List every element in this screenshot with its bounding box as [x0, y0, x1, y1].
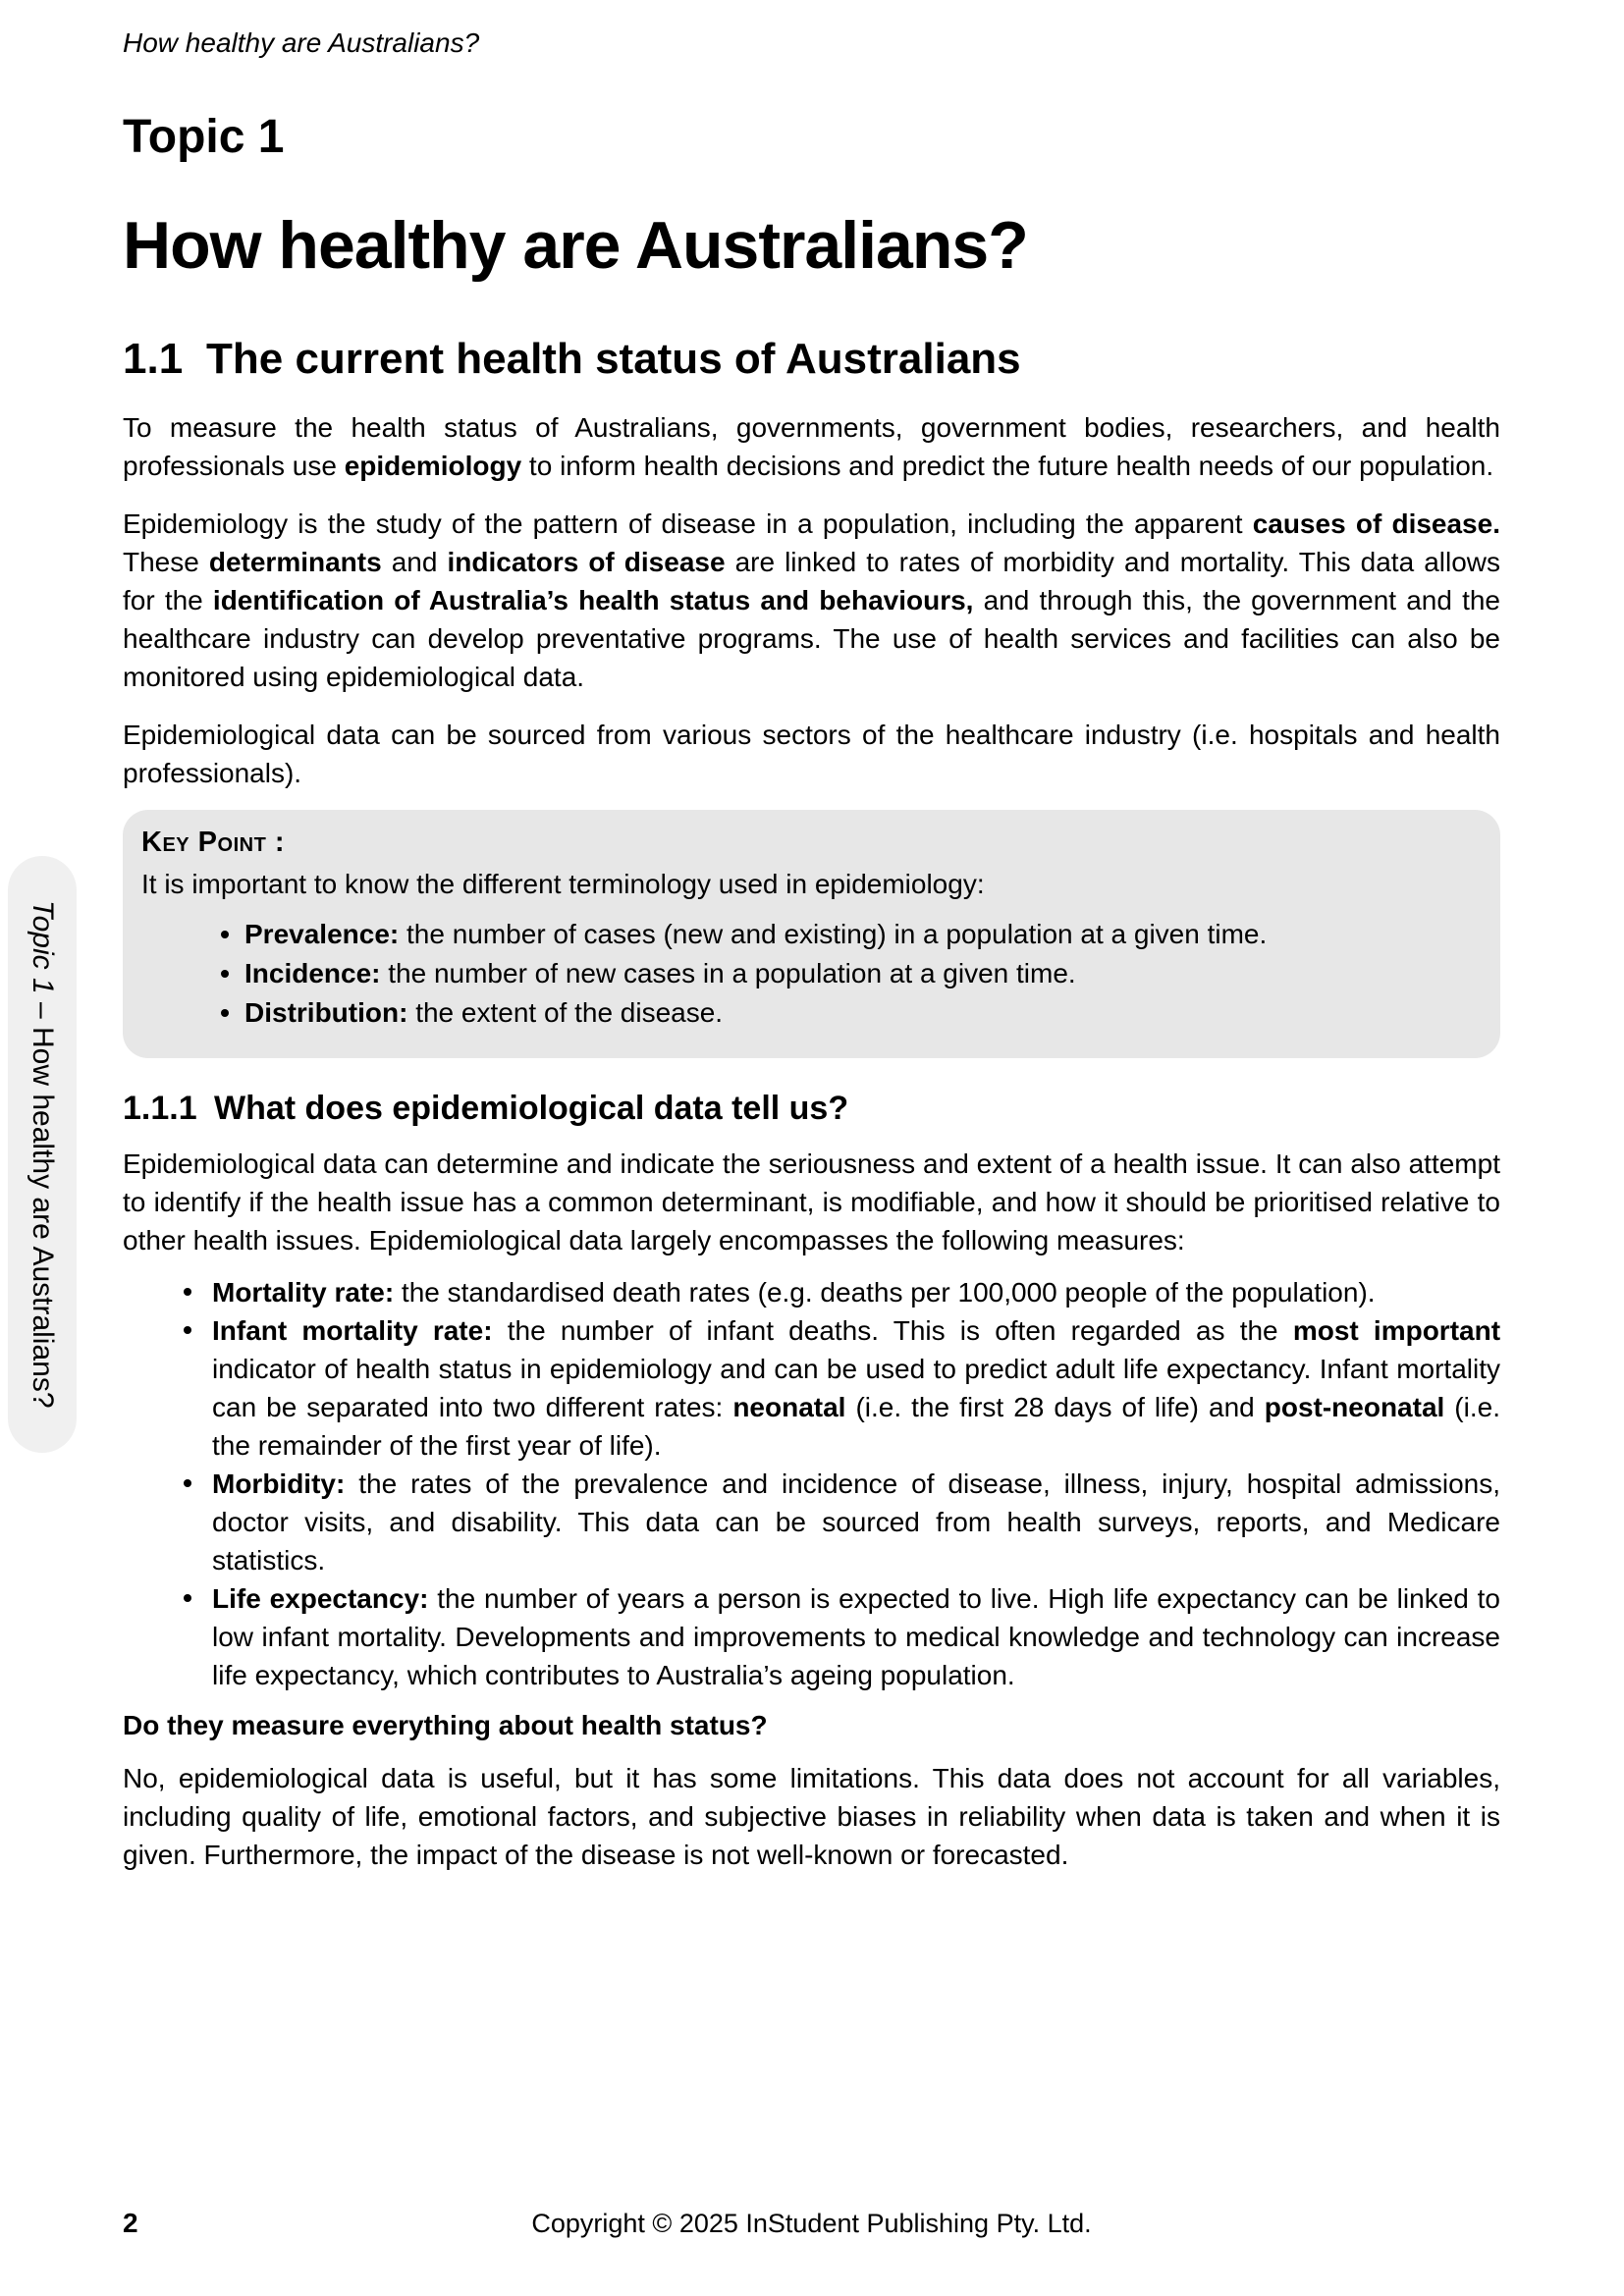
section-heading-1-1	[123, 335, 1500, 383]
measure-item: Life expectancy: the number of years a person is expected to live. High life expectancy can be linked to low infant mortality. Developments and improvements to medical knowledge and technology can increase life expectancy, which contributes to Australia’s ageing population.	[123, 1579, 1500, 1694]
keypoint-item: Distribution: the extent of the disease.	[141, 993, 1479, 1033]
keypoint-item: Prevalence: the number of cases (new and existing) in a population at a given time.	[141, 915, 1479, 954]
section-heading-1-1-1	[123, 1092, 1500, 1125]
keypoint-intro: It is important to know the different terminology used in epidemiology:	[141, 869, 985, 899]
subsection-number: 1.1.1	[123, 1090, 197, 1127]
answer-paragraph: No, epidemiological data is useful, but it has some limitations. This data does not account for all variables, including quality of life, emotional factors, and subjective biases in reliability when data is taken and when it is given. Furthermore, the impact of the disease is not well-known or forecasted.	[123, 1763, 1500, 1870]
page-footer	[123, 2207, 1500, 2240]
section-number: 1.1	[123, 335, 184, 383]
paragraph: Epidemiological data can determine and indicate the seriousness and extent of a health issue. It can also attempt to identify if the health issue has a common determinant, is modifiable, and how it should be prioritised relative to other health issues. Epidemiological data largely encompasses the following measures:	[123, 1148, 1500, 1255]
sidebar-tab	[8, 856, 77, 1453]
running-header: How healthy are Australians?	[123, 27, 480, 58]
measure-item: Mortality rate: the standardised death rates (e.g. deaths per 100,000 people of the population).	[123, 1273, 1500, 1311]
paragraph: To measure the health status of Australians, governments, government bodies, researchers, and health professionals use epidemiology to inform health decisions and predict the future health needs of our population.	[123, 412, 1500, 481]
keypoint-item: Incidence: the number of new cases in a population at a given time.	[141, 954, 1479, 993]
copyright-notice: Copyright © 2025 InStudent Publishing Pty. Ltd.	[531, 2209, 1092, 2238]
measure-item: Morbidity: the rates of the prevalence and incidence of disease, illness, injury, hospital admissions, doctor visits, and disability. This data can be sourced from health surveys, reports, and Medicare statistics.	[123, 1465, 1500, 1579]
sidebar-topic-label: Topic 1	[27, 900, 59, 994]
measures-list	[123, 1273, 1500, 1694]
section-title: The current health status of Australians	[206, 335, 1021, 383]
page-content	[123, 0, 1500, 1874]
paragraph: Epidemiological data can be sourced from various sectors of the healthcare industry (i.e. hospitals and health professionals).	[123, 720, 1500, 788]
keypoint-box	[123, 810, 1500, 1058]
measure-item: Infant mortality rate: the number of infant deaths. This is often regarded as the most important indicator of health status in epidemiology and can be used to predict adult life expectancy. Infant mortality can be separated into two different rates: neonatal (i.e. the first 28 days of life) and post-neonatal (i.e. the remainder of the first year of life).	[123, 1311, 1500, 1465]
keypoint-label: Key Point :	[141, 827, 286, 858]
sidebar-chapter-title: – How healthy are Australians?	[27, 993, 59, 1409]
topic-label: Topic 1	[123, 111, 285, 163]
question-heading: Do they measure everything about health status?	[123, 1710, 768, 1740]
sidebar-tab-text	[27, 900, 57, 1409]
page-title: How healthy are Australians?	[123, 208, 1028, 283]
subsection-title: What does epidemiological data tell us?	[214, 1090, 849, 1127]
keypoint-list	[141, 915, 1479, 1044]
paragraph: Epidemiology is the study of the pattern of disease in a population, including the apparent causes of disease. These determinants and indicators of disease are linked to rates of morbidity and mortality. This data allows for the identification of Australia’s health status and behaviours, and through this, the government and the healthcare industry can develop preventative programs. The use of health services and facilities can also be monitored using epidemiological data.	[123, 508, 1501, 692]
page-number: 2	[123, 2208, 138, 2238]
